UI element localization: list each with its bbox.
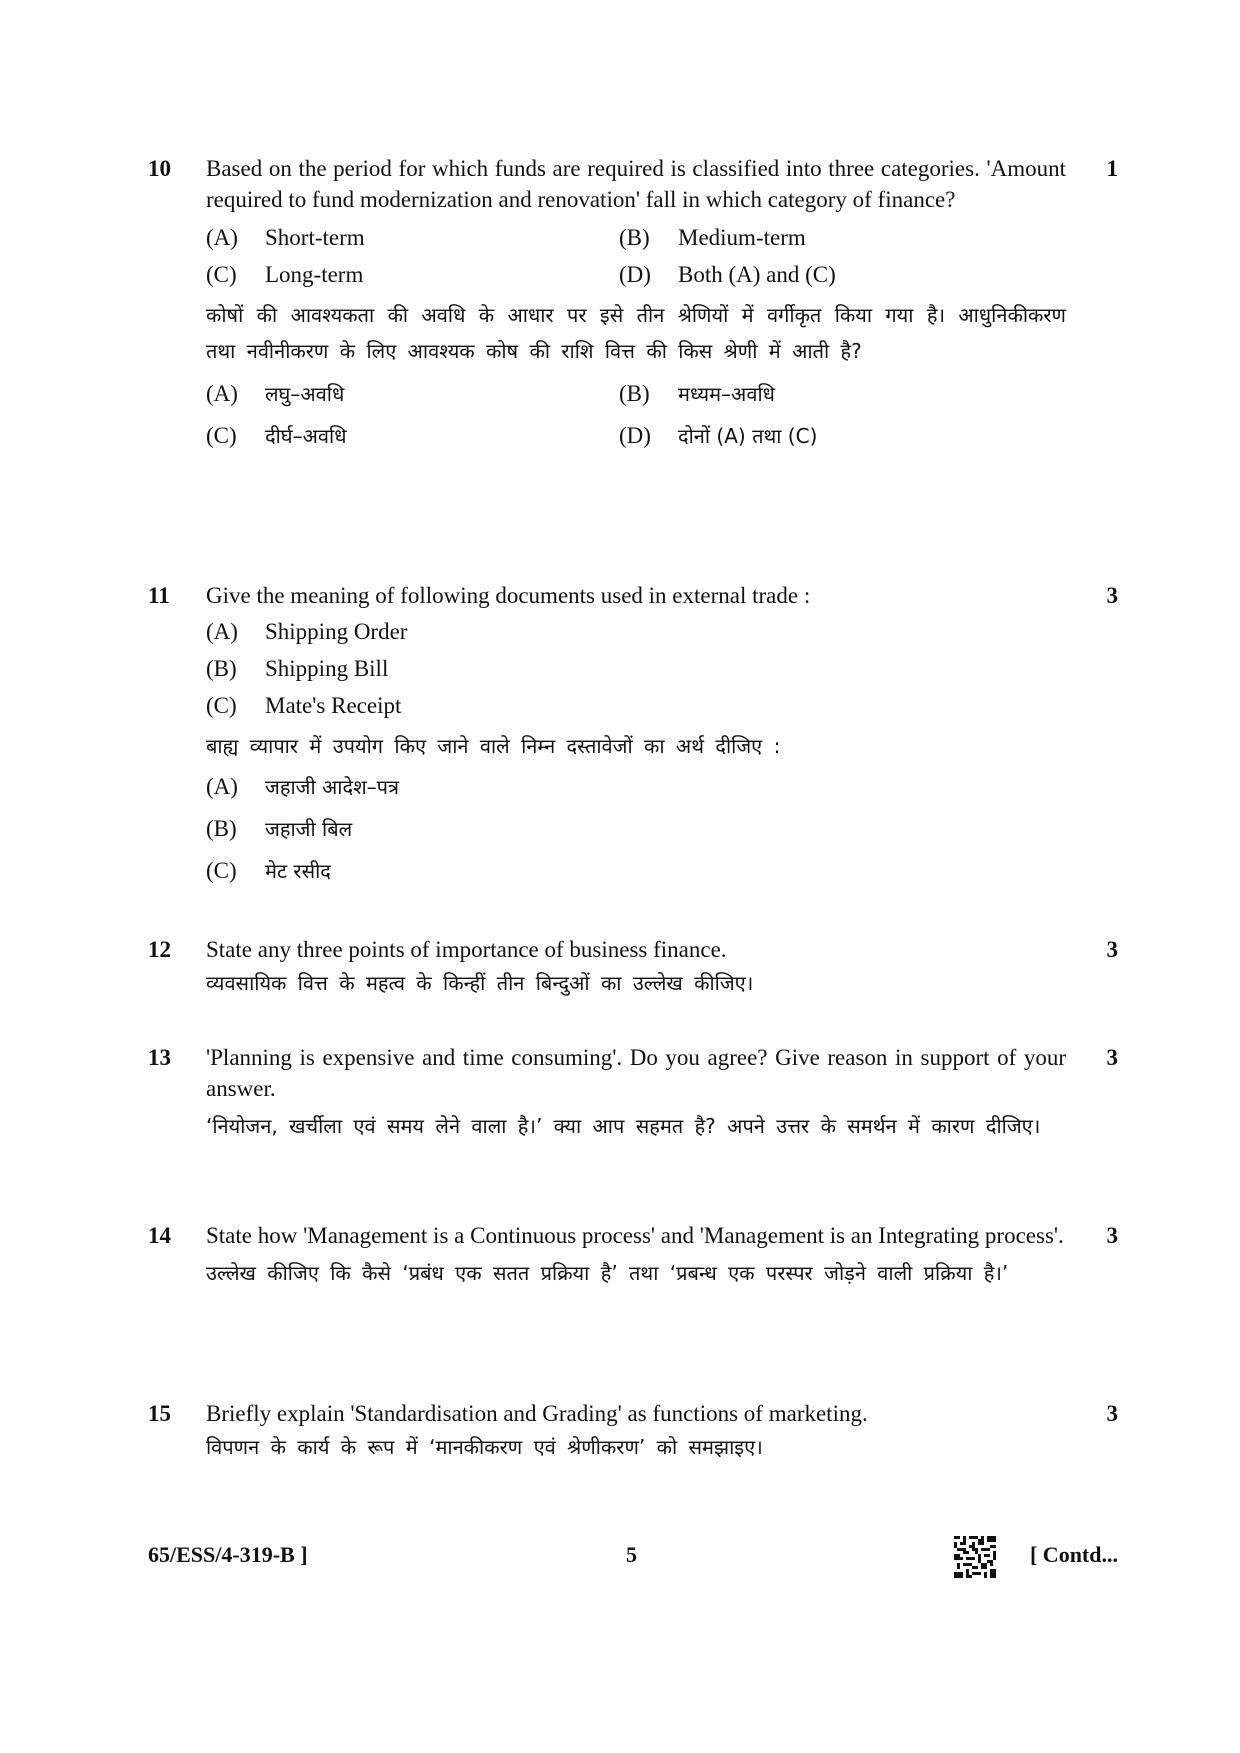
question-body	[206, 1398, 1066, 1465]
question-text-hindi: कोषों की आवश्यकता की अवधि के आधार पर इसे तीन श्रेणियों में वर्गीकृत किया गया है। आधुनिकीकरण तथा नवीनीकरण के लिए आवश्यक कोष की राशि वित्त की किस श्रेणी में आती है?	[206, 303, 1066, 363]
question-number: 10	[148, 156, 171, 181]
question-marks: 1	[1106, 156, 1118, 181]
page-footer	[148, 1538, 1118, 1578]
question-text-english: Briefly explain 'Standardisation and Grading' as functions of marketing.	[206, 1401, 868, 1426]
question-body	[206, 1042, 1066, 1144]
option-b-hindi: (B) मध्यम–अवधि	[619, 381, 775, 406]
question-number: 15	[148, 1401, 171, 1426]
option-d: (D) Both (A) and (C)	[619, 262, 836, 287]
list-item: (C) मेट रसीद	[206, 858, 331, 883]
question-text-hindi: विपणन के कार्य के रूप में ‘मानकीकरण एवं श्रेणीकरण’ को समझाइए।	[206, 1435, 763, 1459]
question-number: 11	[148, 583, 170, 608]
question-text-english: State any three points of importance of business finance.	[206, 937, 727, 962]
page-number: 5	[626, 1542, 637, 1567]
question-marks: 3	[1106, 1045, 1118, 1070]
list-item: (C) Mate's Receipt	[206, 693, 402, 718]
option-c: (C) Long-term	[206, 262, 364, 287]
question-text-hindi: व्यवसायिक वित्त के महत्व के किन्हीं तीन बिन्दुओं का उल्लेख कीजिए।	[206, 971, 754, 995]
paper-code: 65/ESS/4-319-B ]	[148, 1542, 308, 1567]
question-text-english: Give the meaning of following documents used in external trade :	[206, 583, 811, 608]
option-d-hindi: (D) दोनों (A) तथा (C)	[619, 423, 818, 448]
list-item: (A) Shipping Order	[206, 619, 408, 644]
list-item: (B) जहाजी बिल	[206, 816, 353, 841]
option-b: (B) Medium-term	[619, 225, 806, 250]
question-body	[206, 580, 1066, 892]
qr-code-icon	[954, 1536, 996, 1578]
question-text-english: State how 'Management is a Continuous process' and 'Management is an Integrating process'.	[206, 1223, 1064, 1248]
question-text-english: 'Planning is expensive and time consuming'. Do you agree? Give reason in support of your answer.	[206, 1045, 1066, 1101]
question-number: 13	[148, 1045, 171, 1070]
options-hindi	[206, 373, 1066, 457]
question-marks: 3	[1106, 937, 1118, 962]
option-a: (A) Short-term	[206, 225, 365, 250]
question-body	[206, 153, 1066, 457]
question-text-hindi: ‘नियोजन, खर्चीला एवं समय लेने वाला है।’ क्या आप सहमत है? अपने उत्तर के समर्थन में कारण दीजिए।	[206, 1114, 1041, 1138]
question-text-hindi: बाह्य व्यापार में उपयोग किए जाने वाले निम्न दस्तावेजों का अर्थ दीजिए :	[206, 734, 781, 758]
question-body	[206, 934, 1066, 1001]
option-c-hindi: (C) दीर्घ–अवधि	[206, 423, 347, 448]
list-item: (A) जहाजी आदेश–पत्र	[206, 774, 400, 799]
question-marks: 3	[1106, 1223, 1118, 1248]
list-item: (B) Shipping Bill	[206, 656, 389, 681]
question-text-hindi: उल्लेख कीजिए कि कैसे ‘प्रबंध एक सतत प्रक्रिया है’ तथा ‘प्रबन्ध एक परस्पर जोड़ने वाली प्रक्रिया है।’	[206, 1261, 1009, 1285]
question-number: 14	[148, 1223, 171, 1248]
option-a-hindi: (A) लघु–अवधि	[206, 381, 345, 406]
items-english	[206, 613, 1066, 724]
continued-label: [ Contd...	[1029, 1542, 1118, 1567]
question-number: 12	[148, 937, 171, 962]
question-marks: 3	[1106, 1401, 1118, 1426]
question-body	[206, 1220, 1066, 1291]
items-hindi	[206, 766, 1066, 892]
question-marks: 3	[1106, 583, 1118, 608]
options-english	[206, 219, 1066, 293]
question-text-english: Based on the period for which funds are required is classified into three categories. 'Amount required to fund modernization and renovation' fall in which category of finance?	[206, 156, 1066, 212]
